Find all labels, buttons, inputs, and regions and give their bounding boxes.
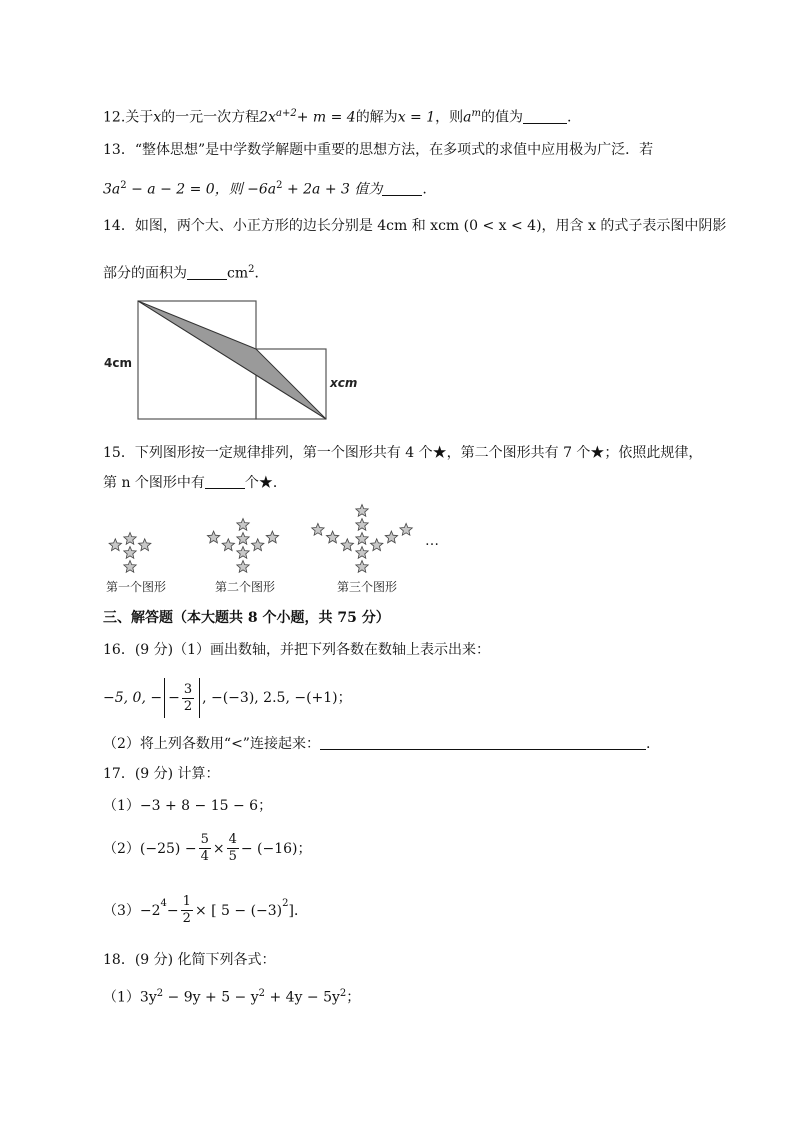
question-18-line1: 18．(9 分) 化简下列各式： bbox=[103, 952, 276, 968]
text: 关于 bbox=[125, 109, 154, 126]
fraction bbox=[182, 682, 194, 715]
squares-figure bbox=[100, 295, 358, 425]
question-13-line2 bbox=[103, 176, 427, 200]
question-17-part2 bbox=[103, 832, 312, 865]
text: 的值为 bbox=[480, 109, 523, 126]
exponent: 2 bbox=[120, 180, 127, 191]
numerator: 1 bbox=[182, 894, 191, 909]
expression: − 9y + 5 − y bbox=[163, 989, 259, 1006]
section-heading: 三、解答题（本大题共 8 个小题，共 75 分） bbox=[103, 610, 390, 626]
star-icon bbox=[237, 561, 249, 573]
unit: cm bbox=[227, 265, 249, 282]
figure-1-caption: 第一个图形 bbox=[106, 580, 167, 594]
star-icon bbox=[237, 547, 249, 559]
text: （2）将上列各数用“<”连接起来： bbox=[103, 736, 320, 752]
fraction bbox=[181, 894, 193, 927]
diagonal-line bbox=[138, 301, 326, 419]
text: 的一元一次方程 bbox=[161, 109, 260, 126]
star-icon bbox=[207, 531, 219, 543]
question-16-part2 bbox=[103, 734, 650, 754]
text: 个★． bbox=[244, 475, 287, 491]
exponent: 2 bbox=[248, 264, 255, 275]
text: ． bbox=[254, 265, 269, 282]
answer-blank[interactable] bbox=[523, 109, 567, 124]
question-number: 12. bbox=[103, 109, 126, 126]
question-12 bbox=[103, 104, 571, 128]
text: . bbox=[645, 736, 651, 752]
fraction bbox=[227, 832, 239, 865]
star-icon bbox=[124, 533, 136, 545]
star-icon bbox=[385, 531, 397, 543]
denominator: 2 bbox=[183, 698, 193, 714]
fraction bbox=[199, 832, 211, 865]
minus-sign: − bbox=[166, 902, 179, 919]
expression: − a − 2 = 0，则 −6a bbox=[126, 181, 277, 198]
exponent: 2 bbox=[156, 988, 164, 999]
expression: （2）(−25) − bbox=[103, 840, 197, 857]
figure-3-caption: 第三个图形 bbox=[337, 580, 398, 594]
star-icon bbox=[356, 547, 368, 559]
question-14-line1: 14．如图，两个大、小正方形的边长分别是 4cm 和 xcm (0 < x < 4)，用含 x 的式子表示图中阴影 bbox=[103, 218, 727, 234]
equation: + m = 4 bbox=[296, 109, 356, 126]
star-icon bbox=[109, 539, 121, 551]
denominator: 2 bbox=[182, 911, 191, 926]
star-icon bbox=[124, 561, 136, 573]
label-xcm: xcm bbox=[330, 376, 358, 390]
expression: 3a bbox=[103, 181, 121, 198]
question-18-part1 bbox=[103, 984, 360, 1008]
text: ，则 bbox=[435, 109, 464, 126]
expression: × [ 5 − (−3) bbox=[194, 902, 283, 919]
exponent: m bbox=[471, 108, 481, 119]
expression: + 2a + 3 值为 bbox=[282, 181, 383, 198]
denominator: 4 bbox=[200, 849, 209, 864]
answer-blank[interactable] bbox=[320, 735, 646, 750]
text: 第 n 个图形中有 bbox=[103, 475, 205, 491]
text: . bbox=[566, 109, 572, 126]
expression: a bbox=[463, 109, 472, 126]
star-icon bbox=[222, 539, 234, 551]
answer-blank[interactable] bbox=[187, 265, 227, 280]
numerator: 3 bbox=[183, 681, 193, 697]
question-15-line1: 15．下列图形按一定规律排列，第一个图形共有 4 个★，第二个图形共有 7 个★；依照此规律， bbox=[103, 445, 703, 461]
answer-blank[interactable] bbox=[382, 181, 422, 196]
label-4cm: 4cm bbox=[104, 356, 132, 370]
expression: − (−16)； bbox=[240, 840, 312, 857]
star-icon bbox=[326, 531, 338, 543]
ellipsis: … bbox=[425, 533, 439, 549]
exponent: 2 bbox=[339, 988, 347, 999]
star-icon bbox=[356, 561, 368, 573]
star-icon bbox=[341, 539, 353, 551]
star-icon bbox=[371, 539, 383, 551]
star-icon bbox=[252, 539, 264, 551]
text: . bbox=[422, 181, 427, 198]
text: 部分的面积为 bbox=[103, 265, 187, 282]
denominator: 5 bbox=[228, 849, 237, 864]
question-15-line2 bbox=[103, 473, 287, 493]
question-16-line1: 16．(9 分)（1）画出数轴，并把下列各数在数轴上表示出来： bbox=[103, 642, 491, 658]
star-icon bbox=[312, 523, 324, 535]
expression: + 4y − 5y bbox=[265, 989, 340, 1006]
solution: x = 1 bbox=[397, 109, 436, 126]
equation: 2x bbox=[259, 109, 276, 126]
question-17-line1: 17．(9 分) 计算： bbox=[103, 766, 220, 782]
question-13-line1: 13．“整体思想”是中学数学解题中重要的思想方法，在多项式的求值中应用极为广泛．若 bbox=[103, 142, 654, 158]
numerator: 4 bbox=[228, 832, 237, 847]
star-icon bbox=[356, 519, 368, 531]
text: ； bbox=[346, 989, 361, 1006]
answer-blank[interactable] bbox=[205, 474, 245, 489]
figure-2-caption: 第二个图形 bbox=[215, 580, 276, 594]
text: 的解为 bbox=[355, 109, 398, 126]
minus-sign: − bbox=[168, 690, 180, 706]
exponent: 4 bbox=[160, 898, 167, 909]
expression: （1）3y bbox=[103, 989, 157, 1006]
exponent: 2 bbox=[282, 898, 289, 909]
question-16-numbers bbox=[103, 678, 352, 718]
expression: （3）−2 bbox=[103, 902, 161, 919]
exponent: a+2 bbox=[275, 108, 297, 119]
star-icon bbox=[356, 505, 368, 517]
question-17-part3 bbox=[103, 894, 308, 927]
question-14-line2 bbox=[103, 260, 269, 284]
star-icon bbox=[124, 547, 136, 559]
question-17-part1: （1）−3 + 8 − 15 − 6； bbox=[103, 798, 273, 814]
star-icon bbox=[237, 533, 249, 545]
numerator: 5 bbox=[200, 832, 209, 847]
times-sign: × bbox=[212, 840, 225, 857]
number-list: , −(−3), 2.5, −(+1)； bbox=[202, 690, 352, 706]
number-list: −5, 0, − bbox=[103, 690, 163, 706]
expression: ]． bbox=[288, 902, 308, 919]
star-icon bbox=[356, 533, 368, 545]
star-pattern-figure bbox=[100, 493, 450, 598]
exponent: 2 bbox=[258, 988, 266, 999]
star-icon bbox=[237, 519, 249, 531]
exponent: 2 bbox=[276, 180, 283, 191]
star-icon bbox=[266, 531, 278, 543]
star-icon bbox=[139, 539, 151, 551]
absolute-value bbox=[164, 678, 200, 718]
star-icon bbox=[400, 523, 412, 535]
variable: x bbox=[153, 109, 162, 126]
